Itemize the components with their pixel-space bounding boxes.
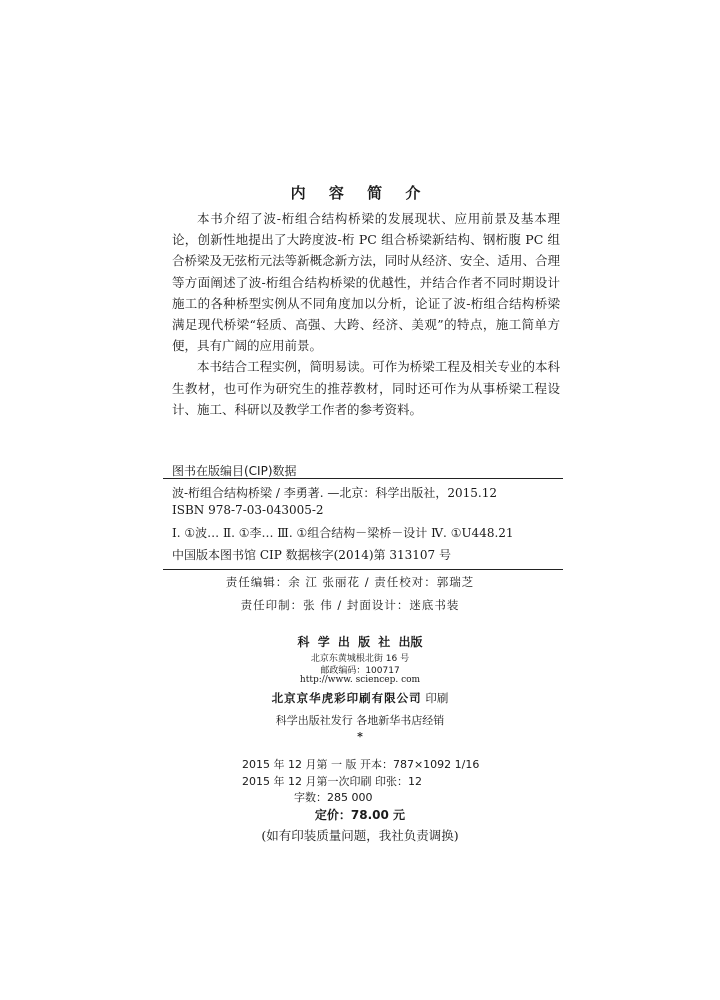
cip-label: 图书在版编目(CIP)数据 — [172, 464, 297, 478]
cip-title-line: 波-桁组合结构桥梁 / 李勇著. —北京：科学出版社，2015.12 — [172, 486, 497, 500]
cip-bottom-rule — [163, 569, 563, 570]
intro-paragraph-2: 本书结合工程实例，简明易读。可作为桥梁工程及相关专业的本科生教材，也可作为研究生的推荐教材，同时还可作为从事桥梁工程设计、施工、科研以及教学工作者的参考资料。 — [172, 359, 560, 417]
editor-credits: 责任编辑：余 江 张丽花 / 责任校对：郭瑞芝 — [225, 575, 475, 589]
page-title: 内 容 简 介 — [290, 184, 430, 202]
publisher-address: 北京东黄城根北街 16 号 — [310, 654, 410, 664]
cip-record-number-line: 中国版本图书馆 CIP 数据核字(2014)第 313107 号 — [172, 548, 451, 562]
publisher-suffix: 出版 — [398, 635, 423, 649]
printer-name: 北京京华虎彩印刷有限公司 — [271, 691, 422, 705]
separator-asterisk: * — [357, 730, 363, 743]
cip-isbn-line: ISBN 978-7-03-043005-2 — [172, 503, 324, 517]
distribution-line: 科学出版社发行 各地新华书店经销 — [275, 714, 445, 727]
production-credits: 责任印制：张 伟 / 封面设计：迷底书装 — [240, 598, 460, 612]
printing-line: 2015 年 12 月第一次印刷 印张：12 — [242, 775, 422, 788]
publisher-line — [0, 633, 720, 650]
cip-classification-line: Ⅰ. ①波… Ⅱ. ①李… Ⅲ. ①组合结构－梁桥－设计 Ⅳ. ①U448.21 — [172, 526, 514, 540]
quality-note: (如有印装质量问题，我社负责调换) — [261, 828, 459, 843]
intro-paragraph-1: 本书介绍了波-桁组合结构桥梁的发展现状、应用前景及基本理论，创新性地提出了大跨度波-桁 PC 组合桥梁新结构、钢桁腹 PC 组合桥梁及无弦桁元法等新概念新方法，同时从经济、安全、适用、合理等方面阐述了波-桁组合结构桥梁的优越性，并结合作者不同时期设计施工的各种桥型实例从不同角度加以分析，论证了波-桁组合结构桥梁满足现代桥梁“轻质、高强、大跨、经济、美观”的特点，施工简单方便，具有广阔的应用前景。 — [172, 211, 560, 354]
printer-suffix: 印刷 — [425, 691, 449, 705]
book-introduction — [172, 208, 560, 420]
printer-line — [0, 690, 720, 706]
price-line: 定价：78.00 元 — [314, 808, 406, 822]
cip-top-rule — [163, 478, 563, 479]
publisher-name: 科 学 出 版 社 — [297, 635, 393, 649]
edition-line: 2015 年 12 月第 一 版 开本：787×1092 1/16 — [242, 758, 480, 771]
word-count-line: 字数：285 000 — [294, 791, 373, 804]
publisher-website: http://www. sciencep. com — [299, 675, 421, 685]
publisher-postcode: 邮政编码：100717 — [320, 666, 400, 676]
